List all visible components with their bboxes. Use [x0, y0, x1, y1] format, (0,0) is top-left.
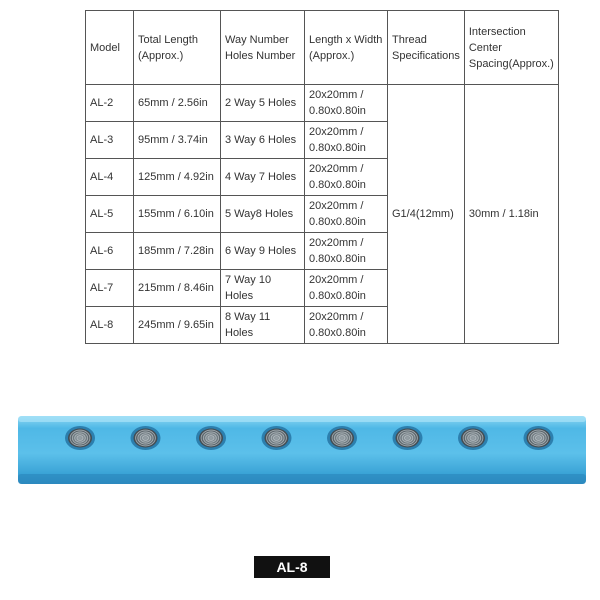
cell-length: 185mm / 7.28in [134, 233, 221, 270]
aluminum-manifold-bar-icon [18, 412, 588, 488]
cell-model: AL-2 [86, 85, 134, 122]
cell-model: AL-4 [86, 159, 134, 196]
cell-model: AL-6 [86, 233, 134, 270]
cell-ways: 6 Way 9 Holes [221, 233, 305, 270]
header-way-number: Way Number Holes Number [221, 11, 305, 85]
cell-length: 215mm / 8.46in [134, 270, 221, 307]
cell-length: 95mm / 3.74in [134, 122, 221, 159]
cell-ways: 5 Way8 Holes [221, 196, 305, 233]
bar-bottom-shade [18, 474, 586, 484]
cell-length: 155mm / 6.10in [134, 196, 221, 233]
threaded-hole-icon [458, 426, 488, 450]
bar-top-highlight [18, 416, 586, 422]
header-model: Model [86, 11, 134, 85]
cell-model: AL-8 [86, 307, 134, 344]
threaded-hole-icon [131, 426, 161, 450]
table-row [86, 85, 559, 122]
cell-model: AL-7 [86, 270, 134, 307]
model-label: AL-8 [254, 556, 330, 578]
cell-ways: 4 Way 7 Holes [221, 159, 305, 196]
cell-ways: 3 Way 6 Holes [221, 122, 305, 159]
cell-spacing: 30mm / 1.18in [464, 85, 558, 344]
cell-size: 20x20mm / 0.80x0.80in [305, 122, 388, 159]
product-image [18, 412, 588, 488]
cell-thread: G1/4(12mm) [388, 85, 465, 344]
cell-size: 20x20mm / 0.80x0.80in [305, 85, 388, 122]
cell-size: 20x20mm / 0.80x0.80in [305, 196, 388, 233]
bar-body [18, 416, 586, 484]
cell-ways: 8 Way 11 Holes [221, 307, 305, 344]
cell-model: AL-3 [86, 122, 134, 159]
cell-ways: 2 Way 5 Holes [221, 85, 305, 122]
cell-size: 20x20mm / 0.80x0.80in [305, 270, 388, 307]
threaded-hole-icon [262, 426, 292, 450]
header-spacing: Intersection Center Spacing(Approx.) [464, 11, 558, 85]
cell-size: 20x20mm / 0.80x0.80in [305, 307, 388, 344]
spec-table [85, 10, 559, 344]
cell-ways: 7 Way 10 Holes [221, 270, 305, 307]
cell-size: 20x20mm / 0.80x0.80in [305, 233, 388, 270]
threaded-hole-icon [196, 426, 226, 450]
cell-length: 125mm / 4.92in [134, 159, 221, 196]
threaded-hole-icon [393, 426, 423, 450]
threaded-hole-icon [524, 426, 554, 450]
table-header-row [86, 11, 559, 85]
cell-size: 20x20mm / 0.80x0.80in [305, 159, 388, 196]
cell-model: AL-5 [86, 196, 134, 233]
header-total-length: Total Length (Approx.) [134, 11, 221, 85]
threaded-hole-icon [327, 426, 357, 450]
header-thread: Thread Specifications [388, 11, 465, 85]
cell-length: 65mm / 2.56in [134, 85, 221, 122]
cell-length: 245mm / 9.65in [134, 307, 221, 344]
header-length-width: Length x Width (Approx.) [305, 11, 388, 85]
threaded-hole-icon [65, 426, 95, 450]
